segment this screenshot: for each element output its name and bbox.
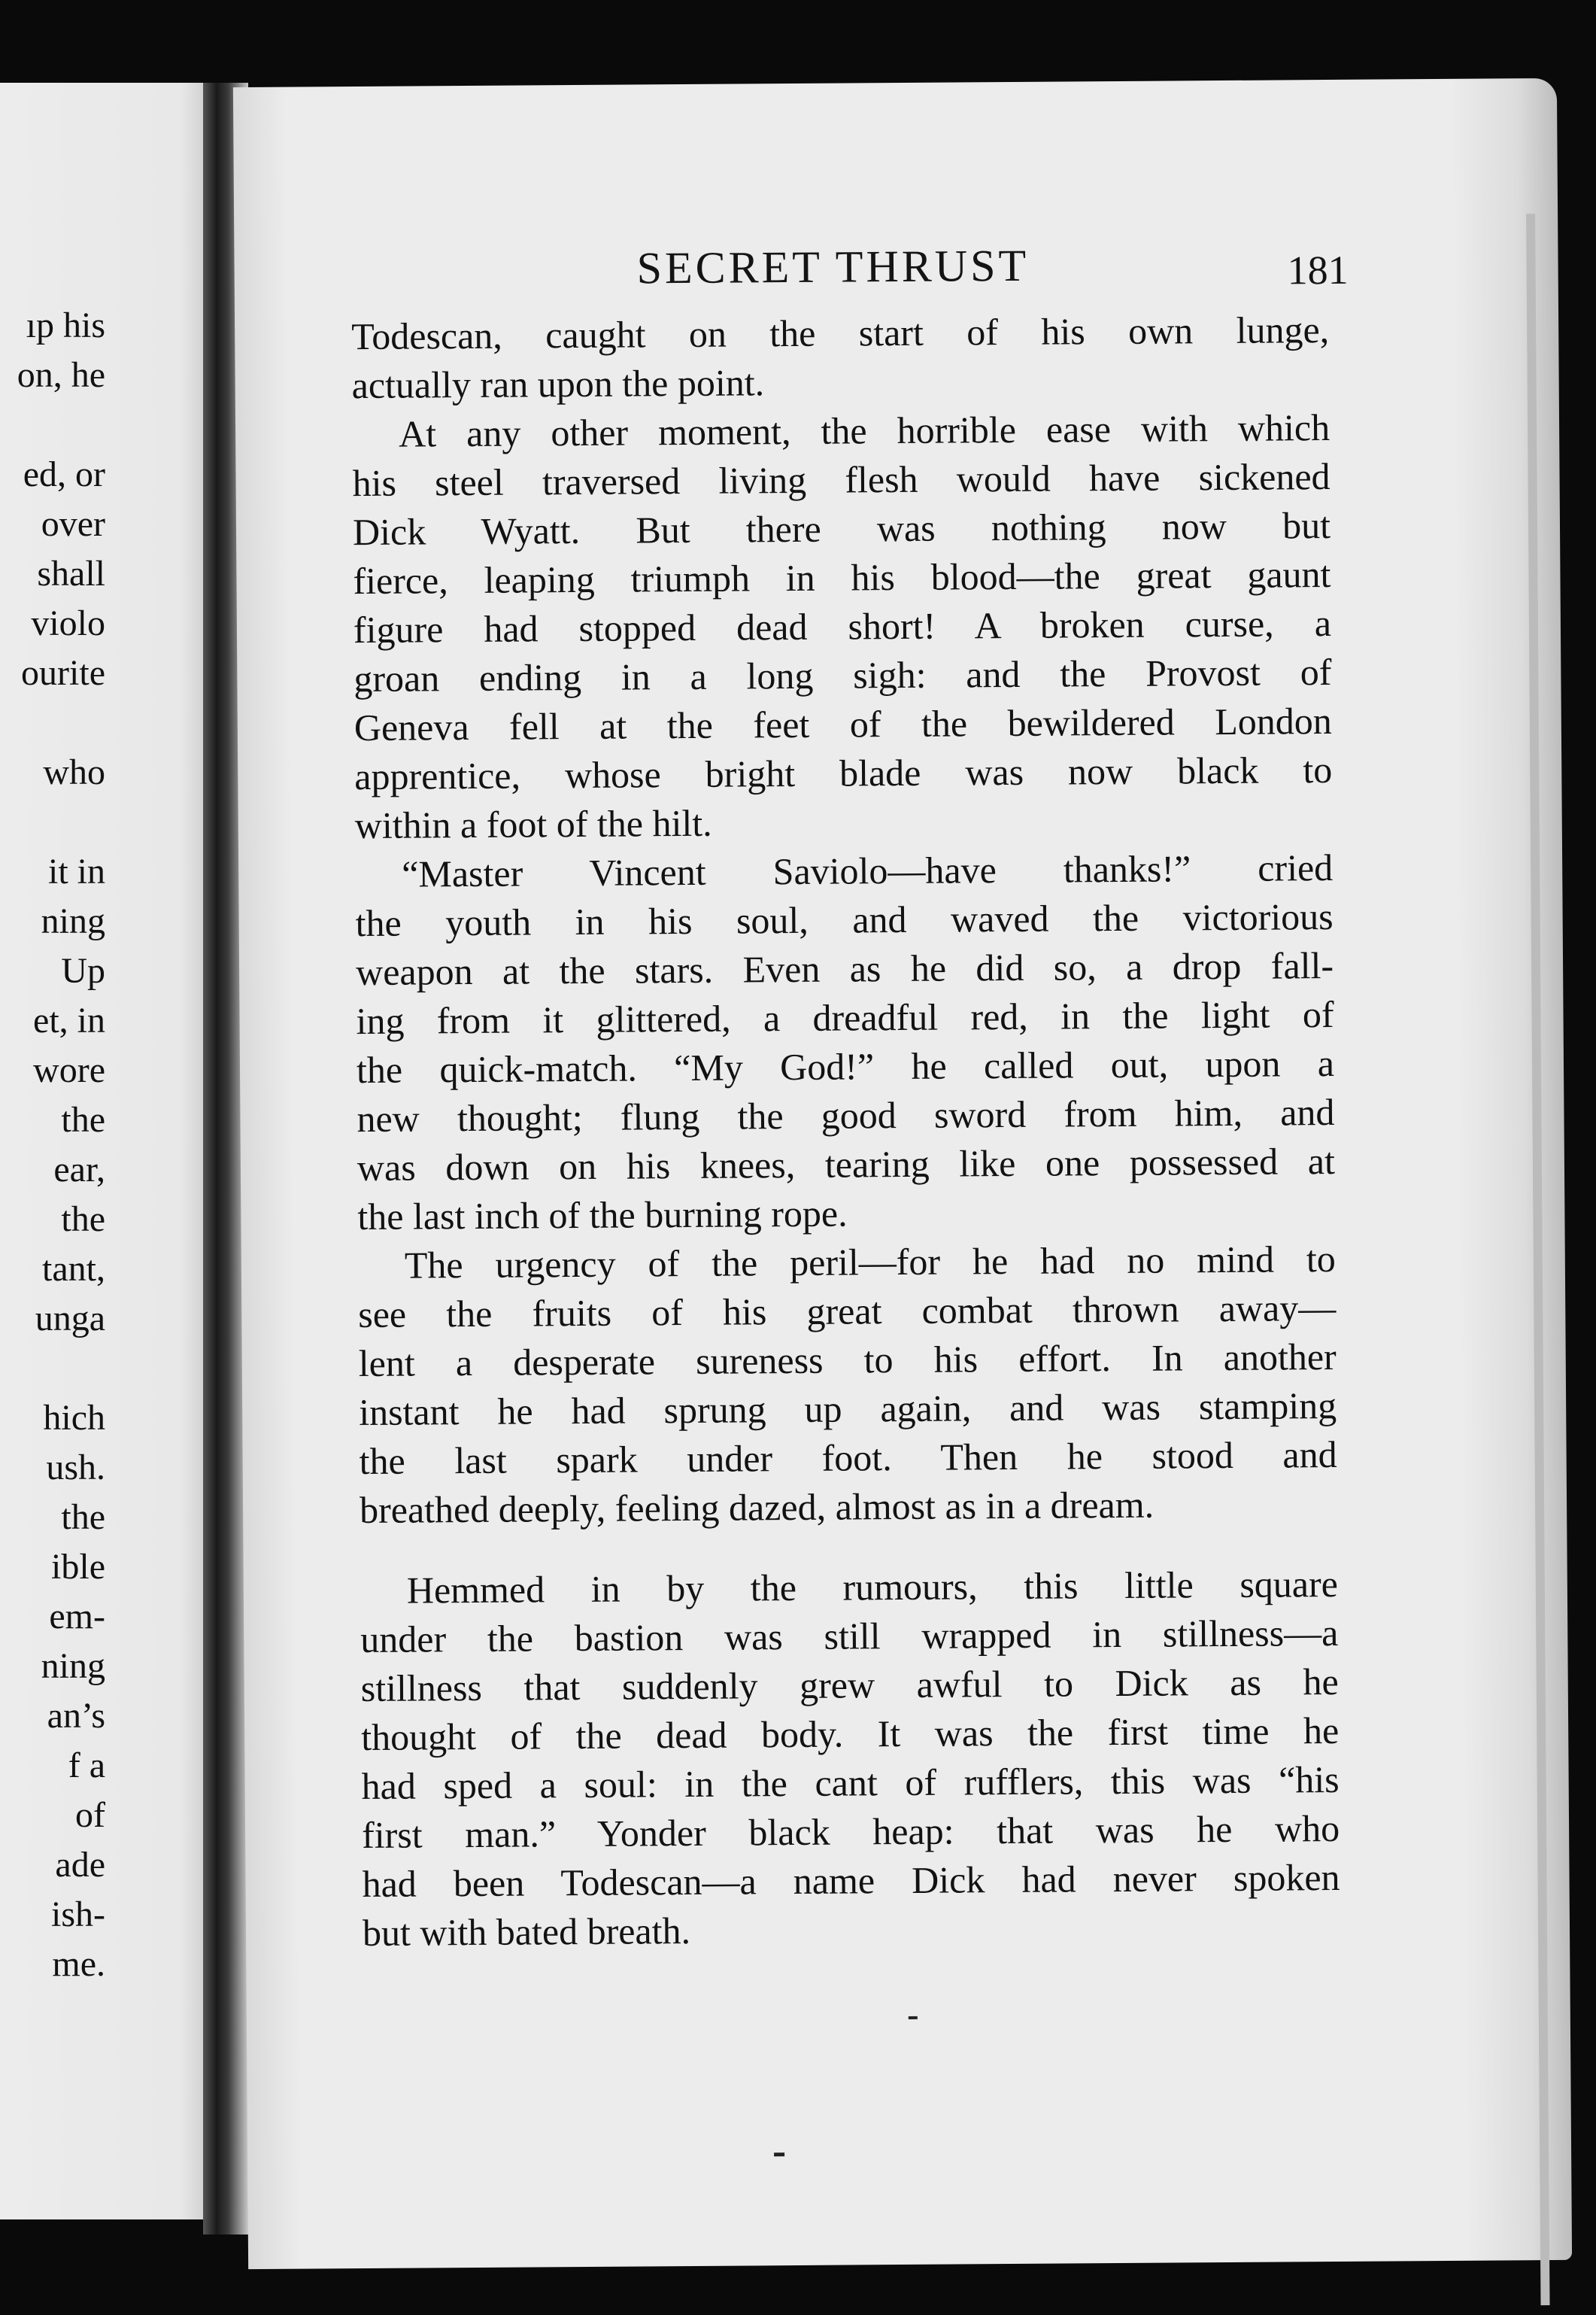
- text-line: fierce, leaping triumph in his blood—the great gaunt: [353, 553, 1331, 603]
- text-line: within a foot of the hilt.: [354, 801, 712, 847]
- text-line: new thought; flung the good sword from him, and: [357, 1090, 1335, 1141]
- text-line: Dick Wyatt. But there was nothing now but: [352, 504, 1331, 554]
- text-line: under the bastion was still wrapped in stillness—a: [360, 1611, 1339, 1661]
- left-page-line: who: [43, 752, 105, 792]
- left-page-line: Up: [61, 951, 105, 991]
- text-line: At any other moment, the horrible ease with which: [398, 406, 1331, 455]
- text-line: the last spark under foot. Then he stood and: [359, 1432, 1337, 1483]
- text-line: the last inch of the burning rope.: [357, 1192, 848, 1238]
- ink-speck: [774, 2152, 784, 2156]
- right-page: [233, 78, 1572, 2269]
- text-line: first man.” Yonder black heap: that was he who: [361, 1806, 1340, 1857]
- left-page-line: violo: [31, 603, 105, 643]
- left-page: [0, 83, 226, 2219]
- left-page-line: et, in: [33, 1001, 105, 1041]
- left-page-line: ed, or: [23, 454, 105, 494]
- left-page-line: ıp his: [26, 305, 105, 345]
- left-page-line: of: [75, 1795, 105, 1835]
- left-page-line: shall: [37, 554, 105, 594]
- body-text: [351, 305, 1340, 1958]
- paragraph: [360, 1560, 1341, 1958]
- left-page-line: [17, 698, 105, 748]
- text-line: his steel traversed living flesh would have sickened: [352, 455, 1331, 505]
- text-line: weapon at the stars. Even as he did so, a drop fall-: [355, 943, 1334, 994]
- left-page-line: ear,: [53, 1150, 105, 1189]
- text-line: lent a desperate sureness to his effort. In another: [358, 1335, 1337, 1385]
- left-page-line: the: [61, 1100, 105, 1140]
- left-page-line: em-: [49, 1596, 105, 1636]
- left-page-line: unga: [35, 1299, 105, 1338]
- paragraph: [355, 843, 1336, 1241]
- left-page-line: ourite: [21, 653, 105, 693]
- left-page-line: hich: [43, 1398, 105, 1438]
- left-page-line: me.: [52, 1944, 105, 1984]
- text-line: had been Todescan—a name Dick had never spoken: [362, 1855, 1340, 1906]
- text-line: see the fruits of his great combat thrown away—: [358, 1286, 1337, 1336]
- text-line: Hemmed in by the rumours, this little square: [406, 1562, 1339, 1612]
- text-line: Geneva fell at the feet of the bewildered London: [353, 700, 1333, 749]
- left-page-line: ush.: [46, 1448, 105, 1487]
- left-page-text: [17, 301, 105, 1989]
- paragraph: [352, 403, 1333, 850]
- text-line: but with bated breath.: [362, 1909, 691, 1955]
- ink-speck: [909, 2016, 918, 2019]
- left-page-line: wore: [33, 1050, 105, 1090]
- text-line: instant he had sprung up again, and was stamping: [359, 1384, 1337, 1434]
- text-line: apprentice, whose bright blade was now black to: [354, 748, 1333, 798]
- left-page-line: f a: [68, 1745, 105, 1785]
- left-page-line: on, he: [17, 355, 105, 395]
- left-page-line: ish-: [51, 1894, 105, 1934]
- left-page-line: [17, 797, 105, 847]
- text-line: thought of the dead body. It was the first time he: [361, 1709, 1340, 1759]
- left-page-line: [17, 400, 105, 450]
- paragraph: [351, 305, 1330, 410]
- left-page-line: [17, 1344, 105, 1393]
- text-line: Todescan, caught on the start of his own lunge,: [351, 308, 1330, 358]
- text-line: figure had stopped dead short! A broken curse, a: [353, 602, 1332, 652]
- paragraph: [358, 1235, 1338, 1535]
- left-page-line: an’s: [47, 1696, 105, 1736]
- text-line: the quick-match. “My God!” he called out, upon a: [356, 1041, 1335, 1092]
- left-page-line: it in: [47, 852, 105, 892]
- left-page-line: tant,: [42, 1249, 105, 1289]
- left-page-line: ible: [51, 1547, 105, 1587]
- text-line: stillness that suddenly grew awful to Dick as he: [360, 1660, 1339, 1710]
- left-page-line: ning: [41, 901, 105, 941]
- text-line: had sped a soul: in the cant of rufflers, this was “his: [361, 1758, 1340, 1808]
- text-line: the youth in his soul, and waved the victorious: [355, 895, 1334, 945]
- text-line: The urgency of the peril—for he had no mind to: [404, 1237, 1336, 1287]
- text-line: groan ending in a long sigh: and the Provost of: [353, 651, 1332, 700]
- text-line: breathed deeply, feeling dazed, almost as in a dream.: [359, 1483, 1155, 1532]
- left-page-line: ning: [41, 1646, 105, 1686]
- left-page-line: ade: [55, 1845, 105, 1885]
- running-head-title: SECRET THRUST: [636, 240, 1030, 293]
- text-line: “Master Vincent Saviolo—have thanks!” cried: [402, 846, 1334, 895]
- page-number: 181: [1287, 247, 1349, 293]
- text-line: ing from it glittered, a dreadful red, in the light of: [356, 992, 1334, 1043]
- text-line: actually ran upon the point.: [351, 361, 765, 407]
- page-edge: [1526, 214, 1549, 2305]
- left-page-line: the: [61, 1199, 105, 1239]
- left-page-line: over: [41, 504, 105, 544]
- left-page-line: the: [61, 1497, 105, 1537]
- text-line: was down on his knees, tearing like one possessed at: [357, 1139, 1336, 1189]
